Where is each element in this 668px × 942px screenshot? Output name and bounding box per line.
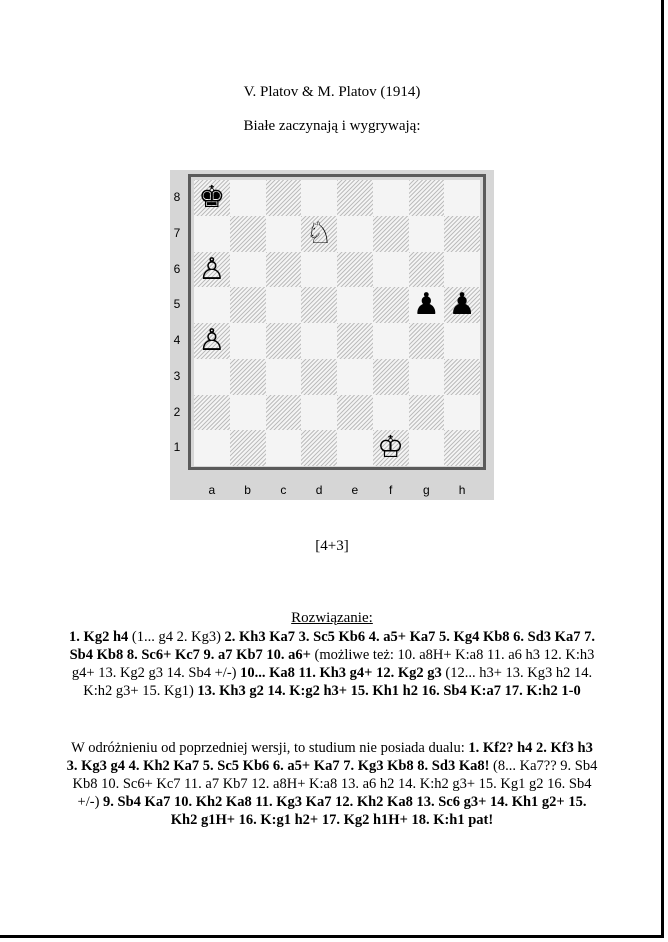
square-b8 (230, 180, 266, 216)
file-label: a (208, 483, 216, 497)
square-g1 (409, 430, 445, 466)
square-a5 (194, 287, 230, 323)
file-label: f (388, 483, 393, 497)
square-f3 (373, 359, 409, 395)
square-a7 (194, 216, 230, 252)
file-label: b (244, 483, 251, 497)
square-c7 (266, 216, 302, 252)
square-h4 (444, 323, 480, 359)
rank-label: 7 (173, 225, 181, 240)
square-h3 (444, 359, 480, 395)
piece-count: [4+3] (315, 538, 349, 554)
square-g6 (409, 252, 445, 288)
file-label: g (423, 483, 430, 497)
square-d8 (301, 180, 337, 216)
square-c4 (266, 323, 302, 359)
square-c2 (266, 395, 302, 431)
black-pawn-icon: ♟ (448, 287, 476, 323)
variation-text: (8... Ka7?? 9. Sb4 Kb8 10. Sc6+ Kc7 11. a7 Kb7 12. a8H+ K:a8 13. a6 h2 14. K:h2 g3+ 15. Kg1 g2 16. Sb4 +/-) (72, 758, 598, 810)
square-d4 (301, 323, 337, 359)
square-h6 (444, 252, 480, 288)
square-e4 (337, 323, 373, 359)
main-line-moves: 13. Kh3 g2 14. K:g2 h3+ 15. Kh1 h2 16. Sb4 K:a7 17. K:h2 1-0 (197, 683, 581, 699)
rank-label: 1 (173, 440, 181, 455)
square-b4 (230, 323, 266, 359)
square-f2 (373, 395, 409, 431)
black-king-icon: ♚ (198, 180, 226, 215)
square-g4 (409, 323, 445, 359)
solution-heading: Rozwiązanie: (291, 610, 373, 626)
square-e1 (337, 430, 373, 466)
rank-label: 6 (173, 261, 181, 276)
square-g3 (409, 359, 445, 395)
square-f8 (373, 180, 409, 216)
file-label: h (458, 483, 466, 497)
square-e7 (337, 216, 373, 252)
square-c8 (266, 180, 302, 216)
main-line-moves: 1. Kg2 h4 (69, 629, 132, 645)
rank-label: 8 (173, 190, 181, 204)
file-label: c (280, 483, 287, 497)
square-g2 (409, 395, 445, 431)
square-d3 (301, 359, 337, 395)
square-b7 (230, 216, 266, 252)
square-c3 (266, 359, 302, 395)
variation-text: (12... h3+ 13. Kg3 h2 14. K:h2 g3+ 15. Kg1) (83, 665, 593, 699)
square-f5 (373, 287, 409, 323)
square-a3 (194, 359, 230, 395)
main-line-moves: 2. Kh3 Ka7 3. Sc5 Kb6 4. a5+ Ka7 5. Kg4 Kb8 6. Sd3 Ka7 7. Sb4 Kb8 8. Sc6+ Kc7 9. a7 Kb7 10. a6+ (69, 629, 595, 663)
square-f6 (373, 252, 409, 288)
square-g8 (409, 180, 445, 216)
square-c1 (266, 430, 302, 466)
study-subtitle: Białe zaczynają i wygrywają: (243, 118, 421, 134)
square-d2 (301, 395, 337, 431)
square-c6 (266, 252, 302, 288)
rank-label: 2 (173, 404, 181, 419)
black-pawn-icon: ♟ (412, 287, 440, 323)
variation-text: (możliwe też: 10. a8H+ K:a8 11. a6 h3 12. K:h3 g4+ 13. Kg2 g3 14. Sb4 +/-) (71, 647, 595, 681)
square-e6 (337, 252, 373, 288)
square-g7 (409, 216, 445, 252)
rank-label: 3 (173, 368, 181, 383)
square-d5 (301, 287, 337, 323)
white-king-icon: ♔ (377, 430, 405, 466)
file-label: d (315, 483, 323, 497)
solution-text (66, 628, 598, 700)
square-e3 (337, 359, 373, 395)
square-e5 (337, 287, 373, 323)
chessboard (194, 180, 480, 464)
board-frame (188, 174, 486, 470)
main-line-moves: 1. Kf2? h4 2. Kf3 h3 3. Kg3 g4 4. Kh2 Ka7 5. Sc5 Kb6 6. a5+ Ka7 7. Kg3 Kb8 8. Sd3 Ka8! (66, 740, 593, 774)
chess-diagram (170, 170, 494, 500)
variation-text: W odróżnieniu od poprzedniej wersji, to studium nie posiada dualu: (71, 740, 469, 756)
square-c5 (266, 287, 302, 323)
white-pawn-icon: ♙ (198, 323, 226, 358)
note-text (66, 739, 598, 829)
rank-label: 5 (173, 297, 181, 312)
main-line-moves: 10... Ka8 11. Kh3 g4+ 12. Kg2 g3 (240, 665, 446, 681)
square-h2 (444, 395, 480, 431)
square-b2 (230, 395, 266, 431)
file-label: e (351, 483, 359, 497)
rank-label: 4 (173, 333, 181, 347)
square-h7 (444, 216, 480, 252)
square-h1 (444, 430, 480, 466)
square-b6 (230, 252, 266, 288)
square-h8 (444, 180, 480, 216)
square-f7 (373, 216, 409, 252)
square-f4 (373, 323, 409, 359)
white-knight-icon: ♘ (305, 215, 333, 251)
white-pawn-icon: ♙ (198, 251, 226, 287)
square-b5 (230, 287, 266, 323)
square-e2 (337, 395, 373, 431)
square-b1 (230, 430, 266, 466)
study-title: V. Platov & M. Platov (1914) (243, 84, 421, 100)
square-d1 (301, 430, 337, 466)
square-d6 (301, 252, 337, 288)
variation-text: (1... g4 2. Kg3) (131, 629, 225, 645)
square-b3 (230, 359, 266, 395)
square-a1 (194, 430, 230, 466)
main-line-moves: 9. Sb4 Ka7 10. Kh2 Ka8 11. Kg3 Ka7 12. Kh2 Ka8 13. Sc6 g3+ 14. Kh1 g2+ 15. Kh2 g1H+ 16. K:g1 h2+ 17. Kg2 h1H+ 18. K:h1 pat! (103, 794, 587, 828)
square-a2 (194, 395, 230, 431)
square-e8 (337, 180, 373, 216)
